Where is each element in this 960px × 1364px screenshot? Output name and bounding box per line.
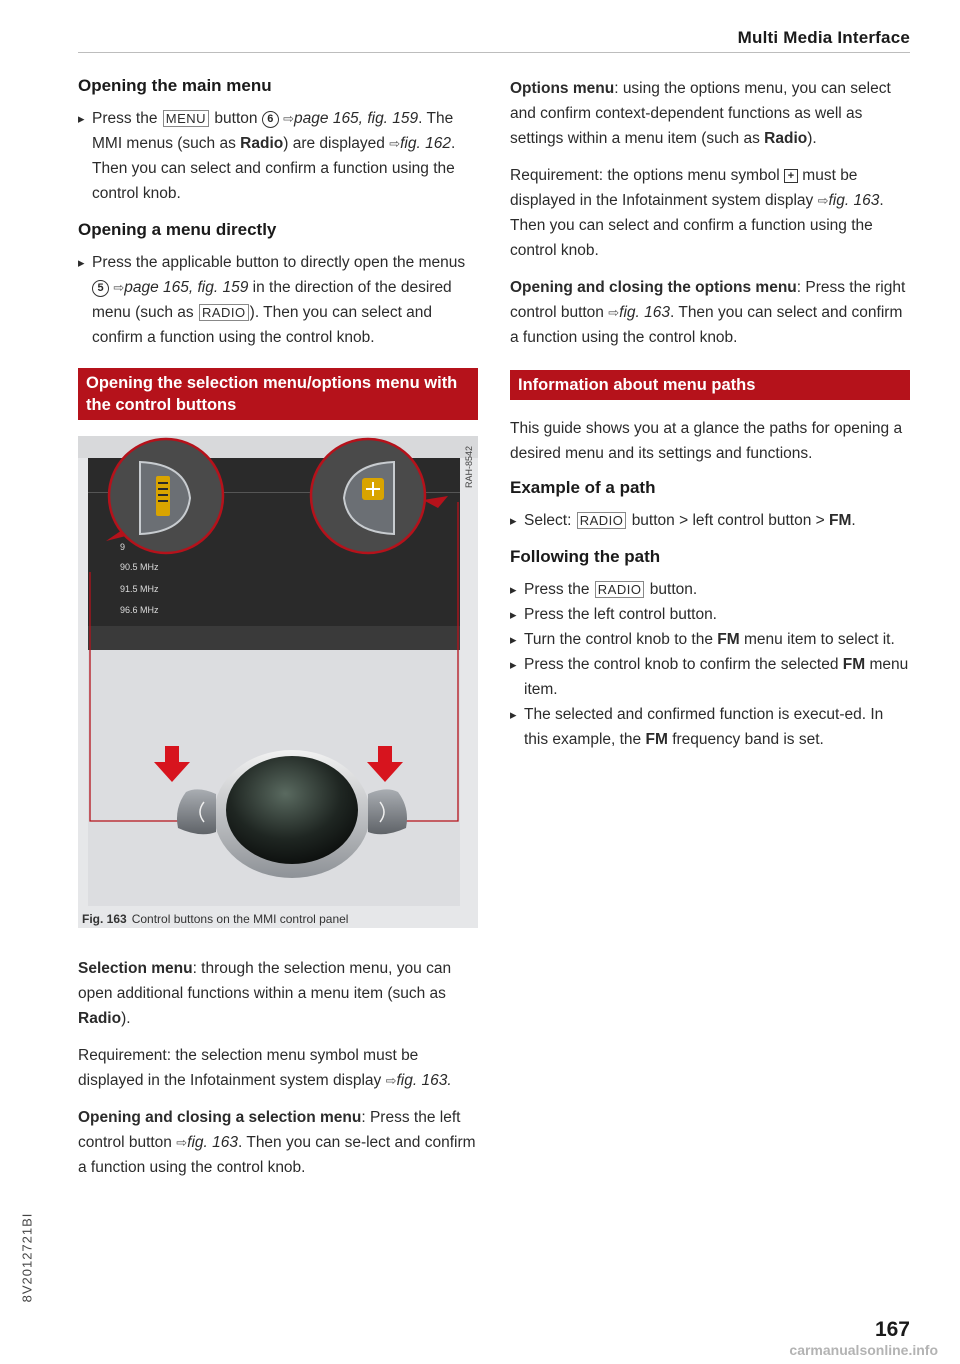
figure-illustration <box>78 436 478 906</box>
ref-arrow-icon: ⇨ <box>389 136 401 151</box>
example-path-steps <box>510 508 910 533</box>
section-title-following-path: Following the path <box>510 547 661 566</box>
paragraph: Requirement: the options menu symbol + must be displayed in the Infotainment system display ⇨fig. 163. Then you can select and confirm a function using the control knob. <box>510 167 884 259</box>
fig-ref-link[interactable]: fig. 163 <box>619 304 671 321</box>
list-item: ▸ Select: RADIO button > left control button > FM. <box>510 508 910 533</box>
paragraph: This guide shows you at a glance the paths for opening a desired menu and its settings and functions. <box>510 420 903 462</box>
fig-ref-link[interactable]: fig. 163 <box>187 1134 239 1151</box>
fig-ref-link[interactable]: fig. 163 <box>828 192 880 209</box>
section-bar-menu-paths: Information about menu paths <box>510 370 910 400</box>
list-item: ▸ Press the control knob to confirm the selected FM menu item. <box>510 652 910 702</box>
list-item: ▸ Press the left control button. <box>510 602 910 627</box>
callout-circle: 5 <box>92 280 109 297</box>
section-bar-control-buttons: Opening the selection menu/options menu with the control buttons <box>78 368 478 420</box>
ref-arrow-icon: ⇨ <box>283 111 295 126</box>
figure-code: RAH-8542 <box>464 446 474 489</box>
freq-partial: 9 <box>120 542 126 552</box>
page-number: 167 <box>874 1318 910 1341</box>
side-document-code: 8V2012721BI <box>19 1212 35 1303</box>
ref-arrow-icon: ⇨ <box>817 193 829 208</box>
radio-key: RADIO <box>577 512 627 529</box>
options-menu-icon: + <box>784 169 798 183</box>
paragraph: Opening and closing a selection menu: Press the left control button ⇨fig. 163. Then you can se-lect and confirm a function using the control knob. <box>78 1109 476 1176</box>
following-path-steps <box>510 577 910 752</box>
radio-key: RADIO <box>595 581 645 598</box>
header-rule <box>78 52 910 53</box>
figure-label: Fig. 163 <box>82 912 127 926</box>
left-column <box>78 76 478 1192</box>
callout-circle: 6 <box>262 111 279 128</box>
list-item: ▸ Press the applicable button to directly open the menus 5 ⇨page 165, fig. 159 in the direction of the desired menu (such as RADIO ). Then you can select and confirm a function using the control knob. <box>78 250 478 350</box>
freq-item: 96.6 MHz <box>120 605 159 615</box>
right-column <box>510 76 910 766</box>
figure-control-buttons <box>78 436 478 928</box>
main-menu-steps <box>78 106 478 206</box>
section-title-menu-directly: Opening a menu directly <box>78 220 277 239</box>
radio-key: RADIO <box>199 304 249 321</box>
running-head: Multi Media Interface <box>737 28 910 47</box>
paragraph: Opening and closing the options menu: Press the right control button ⇨fig. 163. Then you can select and confirm a function using the control knob. <box>510 279 906 346</box>
freq-item: 90.5 MHz <box>120 562 159 572</box>
fig-ref-link[interactable]: fig. 159 <box>367 110 419 127</box>
menu-directly-steps <box>78 250 478 350</box>
list-item: ▸ The selected and confirmed function is execut-ed. In this example, the FM frequency band is set. <box>510 702 910 752</box>
paragraph: Requirement: the selection menu symbol must be displayed in the Infotainment system display ⇨fig. 163. <box>78 1047 452 1089</box>
ref-arrow-icon: ⇨ <box>608 305 620 320</box>
paragraph: Selection menu: through the selection menu, you can open additional functions within a menu item (such as Radio). <box>78 960 452 1027</box>
ref-arrow-icon: ⇨ <box>113 280 125 295</box>
fig-ref-link[interactable]: fig. 162 <box>400 135 451 152</box>
menu-key: MENU <box>163 110 209 127</box>
section-title-main-menu: Opening the main menu <box>78 76 272 95</box>
page-ref-link[interactable]: page 165, <box>294 110 363 127</box>
ref-arrow-icon: ⇨ <box>176 1135 188 1150</box>
fig-ref-link[interactable]: fig. 163. <box>396 1072 452 1089</box>
page-ref-link[interactable]: page 165, fig. 159 <box>124 279 249 296</box>
watermark: carmanualsonline.info <box>789 1342 938 1358</box>
paragraph: Options menu: using the options menu, you can select and confirm context-dependent functions as well as settings within a menu item (such as Radio). <box>510 80 891 147</box>
figure-caption <box>82 912 348 926</box>
caption-text: Control buttons on the MMI control panel <box>131 912 349 926</box>
list-item: ▸ Press the RADIO button. <box>510 577 910 602</box>
list-item: ▸ Turn the control knob to the FM menu item to select it. <box>510 627 910 652</box>
freq-item: 91.5 MHz <box>120 584 159 594</box>
section-title-example-path: Example of a path <box>510 478 656 497</box>
ref-arrow-icon: ⇨ <box>385 1073 397 1088</box>
list-item: ▸ Press the MENU button 6 ⇨page 165, fig. 159. The MMI menus (such as Radio) are displayed ⇨fig. 162. Then you can select and confirm a function using the control knob. <box>78 106 478 206</box>
